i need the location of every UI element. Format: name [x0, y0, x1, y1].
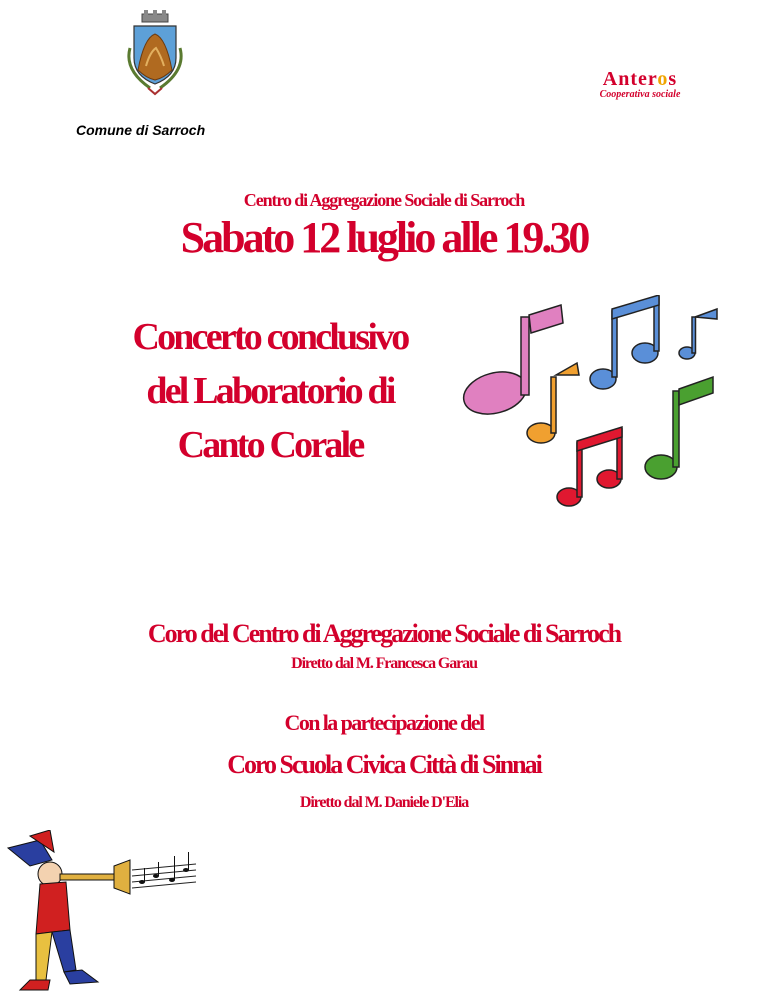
- comune-label: Comune di Sarroch: [76, 122, 206, 138]
- choir-1-name: Coro del Centro di Aggregazione Sociale di Sarroch: [147, 619, 621, 648]
- organizer-heading: Centro di Aggregazione Sociale di Sarroch: [243, 190, 525, 210]
- concert-title: [90, 310, 450, 472]
- choir-1-director: Diretto dal M. Francesca Garau: [291, 655, 477, 672]
- participation-line: Con la partecipazione del: [284, 710, 484, 735]
- municipal-crest-icon: [120, 8, 190, 96]
- concert-title-line: Concerto conclusivo: [132, 316, 408, 358]
- music-notes-icon: [455, 295, 735, 515]
- concert-title-line: Canto Corale: [177, 424, 363, 466]
- choir-2-director: Diretto dal M. Daniele D'Elia: [299, 794, 469, 811]
- anteros-subtitle: Cooperativa sociale: [599, 89, 681, 100]
- event-date-time: Sabato 12 luglio alle 19.30: [180, 213, 588, 262]
- concert-title-line: del Laboratorio di: [146, 370, 394, 412]
- choir-2-name: Coro Scuola Civica Città di Sinnai: [227, 750, 541, 779]
- jester-trumpeter-icon: [0, 830, 200, 994]
- anteros-logo: [580, 68, 700, 100]
- anteros-name: Anteros: [602, 68, 678, 90]
